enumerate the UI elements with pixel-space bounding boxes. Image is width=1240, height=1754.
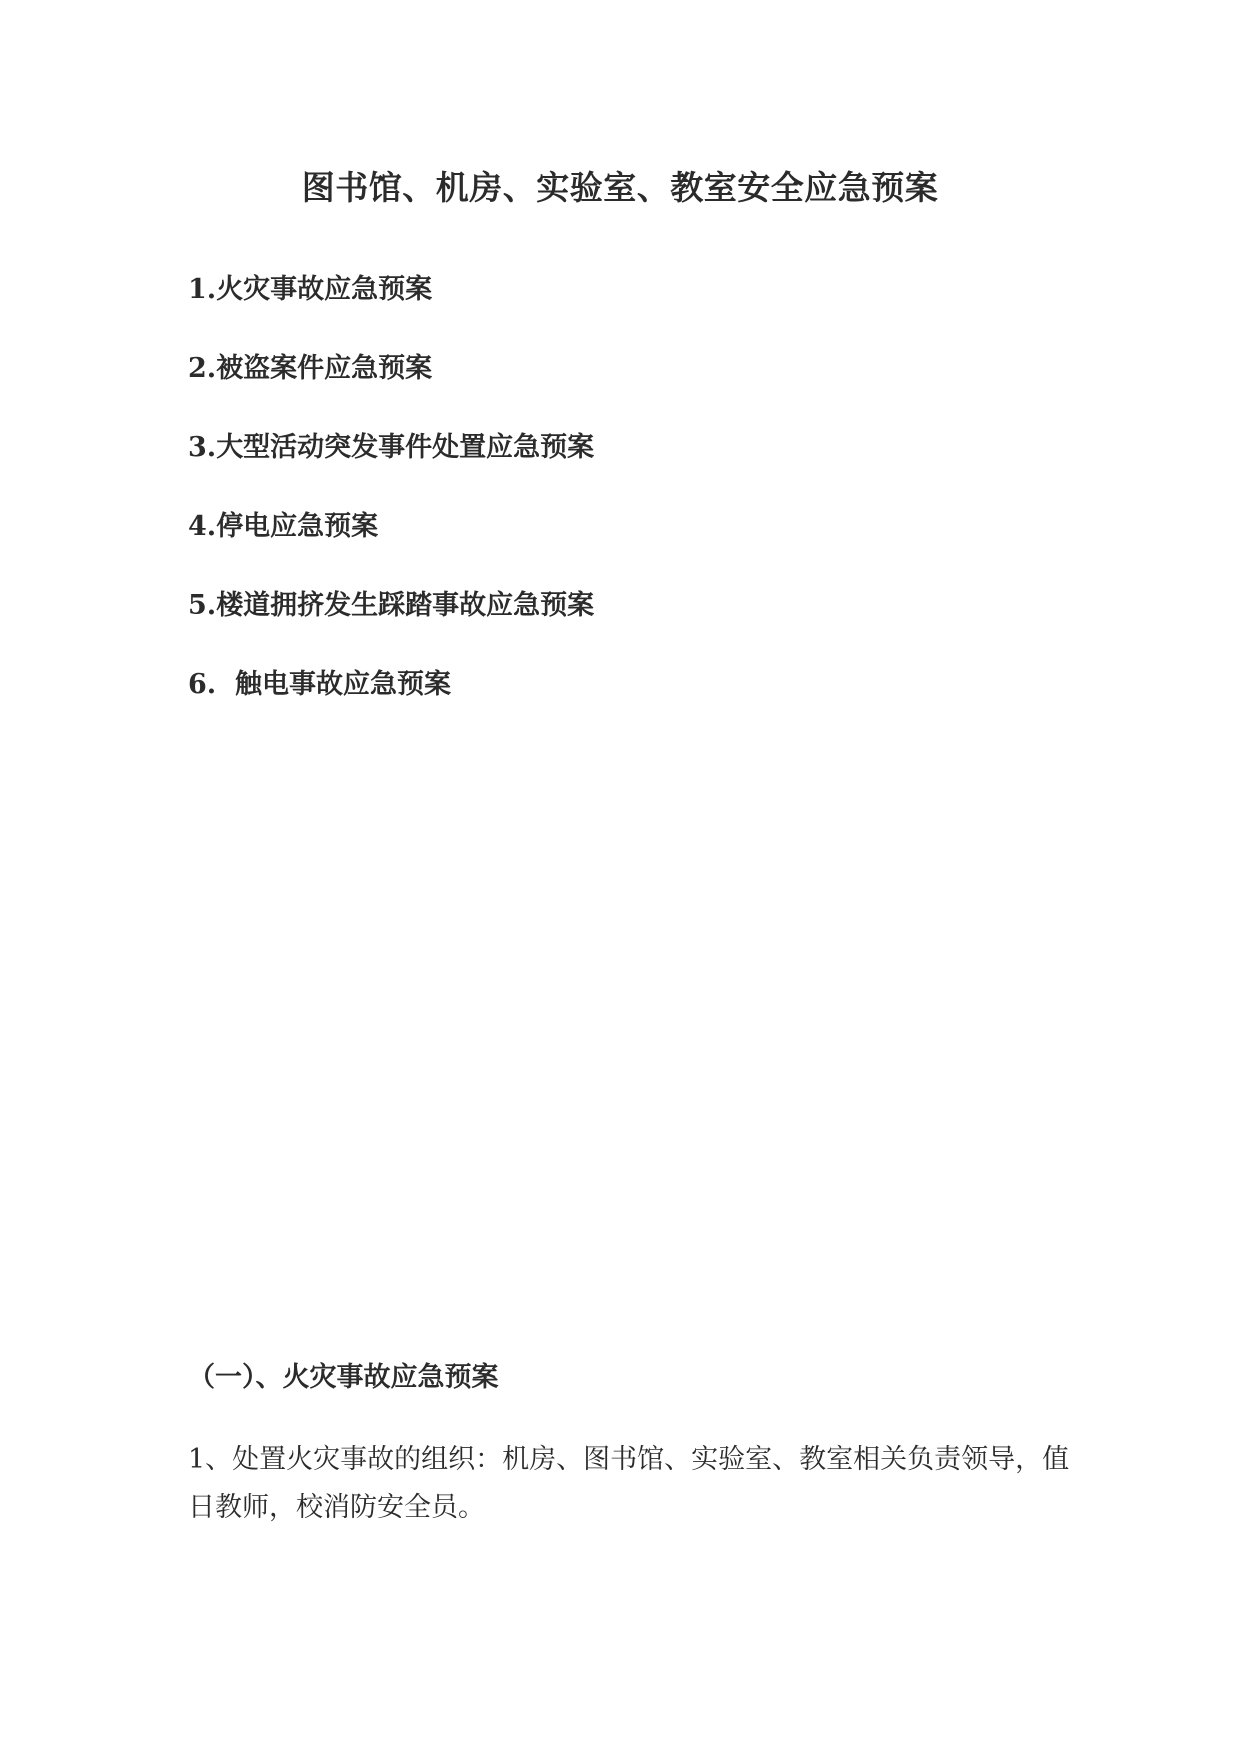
toc-item-number: 6.: [188, 669, 235, 700]
toc-item-number: 4.: [188, 511, 217, 542]
toc-item: [188, 351, 594, 387]
body-paragraph: 1、处置火灾事故的组织：机房、图书馆、实验室、教室相关负责领导，值日教师，校消防安全员。: [188, 1444, 1070, 1523]
toc-item-number: 5.: [188, 590, 217, 621]
toc-item-text: 大型活动突发事件处置应急预案: [216, 432, 595, 463]
toc-item-text: 被盗案件应急预案: [216, 353, 433, 384]
toc-item-number: 2.: [188, 353, 217, 384]
toc-item-text: 楼道拥挤发生踩踏事故应急预案: [216, 590, 595, 621]
toc-item-text: 停电应急预案: [216, 511, 379, 542]
table-of-contents: [188, 272, 594, 746]
toc-item: [188, 272, 594, 308]
toc-item: [188, 430, 594, 466]
document-title: 图书馆、机房、实验室、教室安全应急预案: [301, 168, 939, 207]
toc-item-text: 火灾事故应急预案: [216, 274, 433, 305]
toc-item: [188, 509, 594, 545]
section-heading: （一）、火灾事故应急预案: [188, 1362, 499, 1393]
toc-item-number: 1.: [188, 274, 217, 305]
toc-item-text: 触电事故应急预案: [235, 669, 451, 700]
toc-item-number: 3.: [188, 432, 217, 463]
toc-item: [188, 667, 594, 703]
toc-item: [188, 588, 594, 624]
